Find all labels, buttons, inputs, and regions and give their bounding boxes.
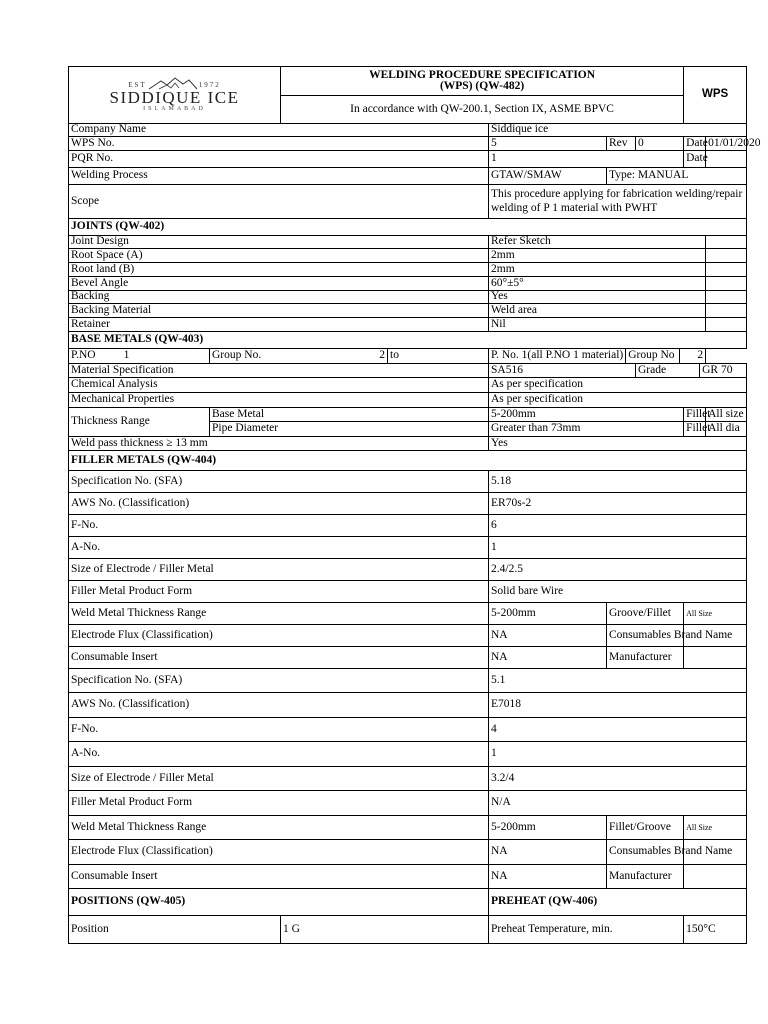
rev-value: 0 bbox=[636, 137, 684, 151]
pass-label: Weld pass thickness ≥ 13 mm bbox=[69, 437, 489, 451]
section-joints: JOINTS (QW-402) bbox=[69, 219, 747, 236]
position-value: 1 G bbox=[281, 916, 489, 944]
company-value: Siddique ice bbox=[489, 124, 747, 137]
filler-spec-label: Specification No. (SFA) bbox=[69, 669, 489, 693]
date-label: Date bbox=[684, 137, 706, 151]
filler-flux-label: Electrode Flux (Classification) bbox=[69, 840, 489, 865]
filler-spec-value: 5.1 bbox=[489, 669, 747, 693]
section-preheat: PREHEAT (QW-406) bbox=[489, 889, 747, 916]
filler-size-label: Size of Electrode / Filler Metal bbox=[69, 767, 489, 791]
pass-value: Yes bbox=[489, 437, 747, 451]
filler-insert-value: NA bbox=[489, 647, 607, 669]
wps-table bbox=[68, 66, 761, 944]
filler-size-value: 3.2/4 bbox=[489, 767, 747, 791]
filler-insert-value: NA bbox=[489, 865, 607, 889]
joint-row-label: Retainer bbox=[69, 318, 489, 332]
joint-row-value: 60°±5° bbox=[489, 277, 706, 291]
joint-row-blank bbox=[706, 236, 747, 249]
position-label: Position bbox=[69, 916, 281, 944]
scope-label: Scope bbox=[69, 185, 489, 219]
filler-ano-label: A-No. bbox=[69, 537, 489, 559]
preheat-temp-value: 150°C bbox=[684, 916, 747, 944]
logo-est: EST bbox=[128, 80, 147, 89]
mech-value: As per specification bbox=[489, 393, 747, 408]
document-subtitle: In accordance with QW-200.1, Section IX, ASME BPVC bbox=[281, 96, 684, 124]
joint-row-label: Joint Design bbox=[69, 236, 489, 249]
filler-fno-label: F-No. bbox=[69, 515, 489, 537]
pqr-value: 1 bbox=[489, 151, 684, 168]
filler-mfr-value bbox=[684, 647, 747, 669]
filler-form-label: Filler Metal Product Form bbox=[69, 791, 489, 816]
filler-mfr-label: Manufacturer bbox=[607, 647, 684, 669]
joint-row-blank bbox=[706, 249, 747, 263]
joint-row-label: Root Space (A) bbox=[69, 249, 489, 263]
process-type: Type: MANUAL bbox=[607, 168, 747, 185]
filler-size-value: 2.4/2.5 bbox=[489, 559, 747, 581]
fillet-value: All dia bbox=[706, 422, 747, 437]
wps-value: 5 bbox=[489, 137, 607, 151]
joint-row-blank bbox=[706, 291, 747, 304]
joint-row-value: 2mm bbox=[489, 263, 706, 277]
spec-value: SA516 bbox=[489, 364, 636, 378]
filler-gf-label: Groove/Fillet bbox=[607, 603, 684, 625]
fillet-label: Fillet bbox=[684, 408, 706, 422]
joint-row-label: Backing Material bbox=[69, 304, 489, 318]
filler-spec-label: Specification No. (SFA) bbox=[69, 471, 489, 493]
group2-label: Group No bbox=[626, 349, 680, 363]
pqr-label: PQR No. bbox=[69, 151, 489, 168]
filler-insert-label: Consumable Insert bbox=[69, 647, 489, 669]
section-base-metals: BASE METALS (QW-403) bbox=[69, 332, 747, 349]
filler-spec-value: 5.18 bbox=[489, 471, 747, 493]
filler-aws-label: AWS No. (Classification) bbox=[69, 493, 489, 515]
pqr-date-label: Date bbox=[684, 151, 706, 168]
rev-label: Rev bbox=[607, 137, 636, 151]
filler-mfr-value bbox=[684, 865, 747, 889]
filler-gf-value: All Size bbox=[684, 603, 747, 625]
joint-row-blank bbox=[706, 304, 747, 318]
joint-row-value: Weld area bbox=[489, 304, 706, 318]
joint-row-label: Backing bbox=[69, 291, 489, 304]
logo-year: 1972 bbox=[198, 80, 221, 89]
joint-row-blank bbox=[706, 277, 747, 291]
joint-row-value: Yes bbox=[489, 291, 706, 304]
company-label: Company Name bbox=[69, 124, 489, 137]
filler-insert-label: Consumable Insert bbox=[69, 865, 489, 889]
wps-tag: WPS bbox=[684, 67, 747, 124]
joint-row-value: Refer Sketch bbox=[489, 236, 706, 249]
process-label: Welding Process bbox=[69, 168, 489, 185]
logo-name: SIDDIQUE ICE bbox=[109, 87, 240, 107]
chem-value: As per specification bbox=[489, 378, 747, 393]
thickness-label: Thickness Range bbox=[69, 408, 210, 437]
joint-row-blank bbox=[706, 263, 747, 277]
filler-aws-label: AWS No. (Classification) bbox=[69, 693, 489, 718]
grade-label: Grade bbox=[636, 364, 700, 378]
pipe-label: Pipe Diameter bbox=[210, 422, 489, 437]
filler-thick-label: Weld Metal Thickness Range bbox=[69, 816, 489, 840]
filler-brand-label: Consumables Brand Name bbox=[607, 840, 684, 865]
base-metal-value: 5-200mm bbox=[489, 408, 684, 422]
group2-value: 2 bbox=[697, 349, 704, 362]
filler-form-value: Solid bare Wire bbox=[489, 581, 747, 603]
filler-mfr-label: Manufacturer bbox=[607, 865, 684, 889]
filler-gf-value: All Size bbox=[684, 816, 747, 840]
filler-flux-value: NA bbox=[489, 840, 607, 865]
to-group-area bbox=[489, 349, 706, 364]
document-title: WELDING PROCEDURE SPECIFICATION (WPS) (QW-482) bbox=[281, 67, 684, 96]
group-value: 2 bbox=[379, 349, 385, 362]
chem-label: Chemical Analysis bbox=[69, 378, 489, 393]
spec-label: Material Specification bbox=[69, 364, 489, 378]
section-positions: POSITIONS (QW-405) bbox=[69, 889, 489, 916]
base-metal-label: Base Metal bbox=[210, 408, 489, 422]
filler-flux-label: Electrode Flux (Classification) bbox=[69, 625, 489, 647]
filler-brand-label: Consumables Brand Name bbox=[607, 625, 684, 647]
filler-fno-value: 6 bbox=[489, 515, 747, 537]
wps-label: WPS No. bbox=[69, 137, 489, 151]
joint-row-value: 2mm bbox=[489, 249, 706, 263]
fillet-label: Fillet bbox=[684, 422, 706, 437]
pno-value: 1 bbox=[123, 349, 130, 362]
joint-row-value: Nil bbox=[489, 318, 706, 332]
filler-fno-label: F-No. bbox=[69, 718, 489, 742]
pno-cell: P.NO 1 bbox=[69, 349, 210, 364]
group-cell: Group No. 2 bbox=[210, 349, 388, 364]
joint-row-label: Bevel Angle bbox=[69, 277, 489, 291]
filler-aws-value: ER70s-2 bbox=[489, 493, 747, 515]
company-logo bbox=[69, 67, 281, 124]
joint-row-blank bbox=[706, 318, 747, 332]
wps-document bbox=[68, 66, 761, 944]
preheat-temp-label: Preheat Temperature, min. bbox=[489, 916, 684, 944]
date-value: 01/01/2020 bbox=[706, 137, 747, 151]
logo-city: ISLAMABAD bbox=[143, 105, 206, 112]
joint-row-label: Root land (B) bbox=[69, 263, 489, 277]
section-filler-metals: FILLER METALS (QW-404) bbox=[69, 451, 747, 471]
filler-fno-value: 4 bbox=[489, 718, 747, 742]
filler-ano-label: A-No. bbox=[69, 742, 489, 767]
filler-aws-value: E7018 bbox=[489, 693, 747, 718]
fillet-value: All size bbox=[706, 408, 747, 422]
mech-label: Mechanical Properties bbox=[69, 393, 489, 408]
filler-size-label: Size of Electrode / Filler Metal bbox=[69, 559, 489, 581]
pipe-value: Greater than 73mm bbox=[489, 422, 684, 437]
filler-thick-value: 5-200mm bbox=[489, 816, 607, 840]
scope-value: This procedure applying for fabrication welding/repair welding of P 1 material with PWHT bbox=[489, 185, 747, 219]
filler-thick-label: Weld Metal Thickness Range bbox=[69, 603, 489, 625]
grade-value: GR 70 bbox=[700, 364, 747, 378]
filler-thick-value: 5-200mm bbox=[489, 603, 607, 625]
filler-form-value: N/A bbox=[489, 791, 747, 816]
pqr-date-value bbox=[706, 151, 747, 168]
filler-ano-value: 1 bbox=[489, 742, 747, 767]
to-label: to bbox=[388, 349, 489, 364]
to-material: P. No. 1(all P.NO 1 material) bbox=[489, 349, 626, 363]
filler-ano-value: 1 bbox=[489, 537, 747, 559]
process-value: GTAW/SMAW bbox=[489, 168, 607, 185]
filler-flux-value: NA bbox=[489, 625, 607, 647]
filler-form-label: Filler Metal Product Form bbox=[69, 581, 489, 603]
filler-gf-label: Fillet/Groove bbox=[607, 816, 684, 840]
